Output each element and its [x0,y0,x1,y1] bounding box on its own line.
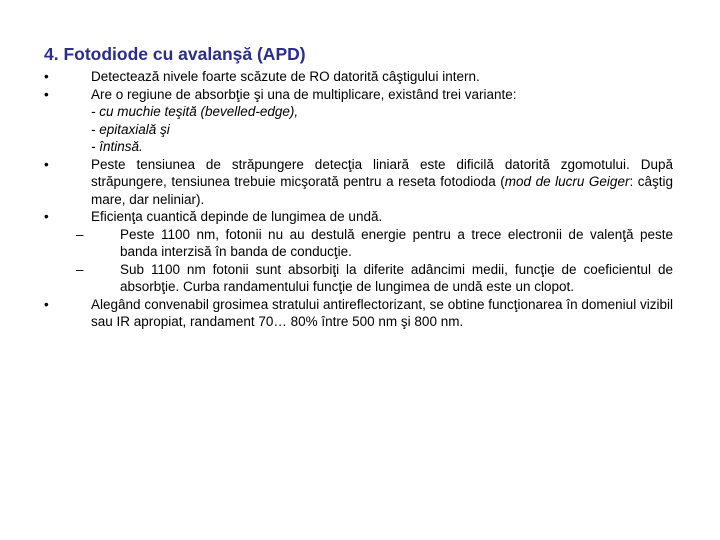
slide-title: 4. Fotodiode cu avalanşă (APD) [44,44,306,64]
bullet-marker: • [44,209,49,224]
variant-line [0,103,720,121]
bullet-marker: • [44,86,49,102]
variant-line [0,121,720,139]
list-item [0,86,720,104]
variant-text: - cu muchie teşită (bevelled-edge), [91,104,299,119]
emphasis-text: mod de lucru Geiger [504,174,630,189]
list-item [0,68,720,86]
list-item-text: Are o regiune de absorbţie şi una de multiplicare, existând trei variante: [91,86,517,102]
bullet-marker: • [44,69,49,84]
bullet-marker: • [44,156,49,172]
text-segment: : câştig mare, dar neliniar). [91,174,674,207]
dash-marker: – [76,261,84,277]
list-item-text [91,156,673,209]
variant-line [0,138,720,156]
sub-item-text: Peste 1100 nm, fotonii nu au destulă energie pentru a trece electronii de valenţă peste banda interzisă în banda de conducţie. [120,226,673,259]
bullet-marker: • [44,296,49,312]
list-item-text: Alegând convenabil grosimea stratului antireflectorizant, se obtine funcţionarea în domeniul vizibil sau IR apropiat, randament 70… 80% între 500 nm şi 800 nm. [91,296,673,329]
sub-item [0,226,720,261]
list-item [0,208,720,226]
sub-item-text: Sub 1100 nm fotonii sunt absorbiţi la diferite adâncimi medii, funcţie de coeficientul de absorbţie. Curba randamentului funcţie de lungimea de undă este un clopot. [120,261,673,294]
variant-text: - întinsă. [91,139,143,154]
list-item [0,296,720,331]
bullet-list [0,68,720,331]
text-segment: Peste tensiunea de străpungere detecţia liniară este dificilă datorită zgomotului. După străpungere, tensiunea trebuie micşorată pentru a reseta fotodioda ( [91,156,673,189]
list-item [0,156,720,209]
list-item-text: Detectează nivele foarte scăzute de RO datorită câştigului intern. [91,69,480,84]
sub-item [0,261,720,296]
dash-marker: – [76,226,84,242]
list-item-text: Eficienţa cuantică depinde de lungimea de undă. [91,209,383,224]
variant-text: - epitaxială şi [91,121,170,137]
